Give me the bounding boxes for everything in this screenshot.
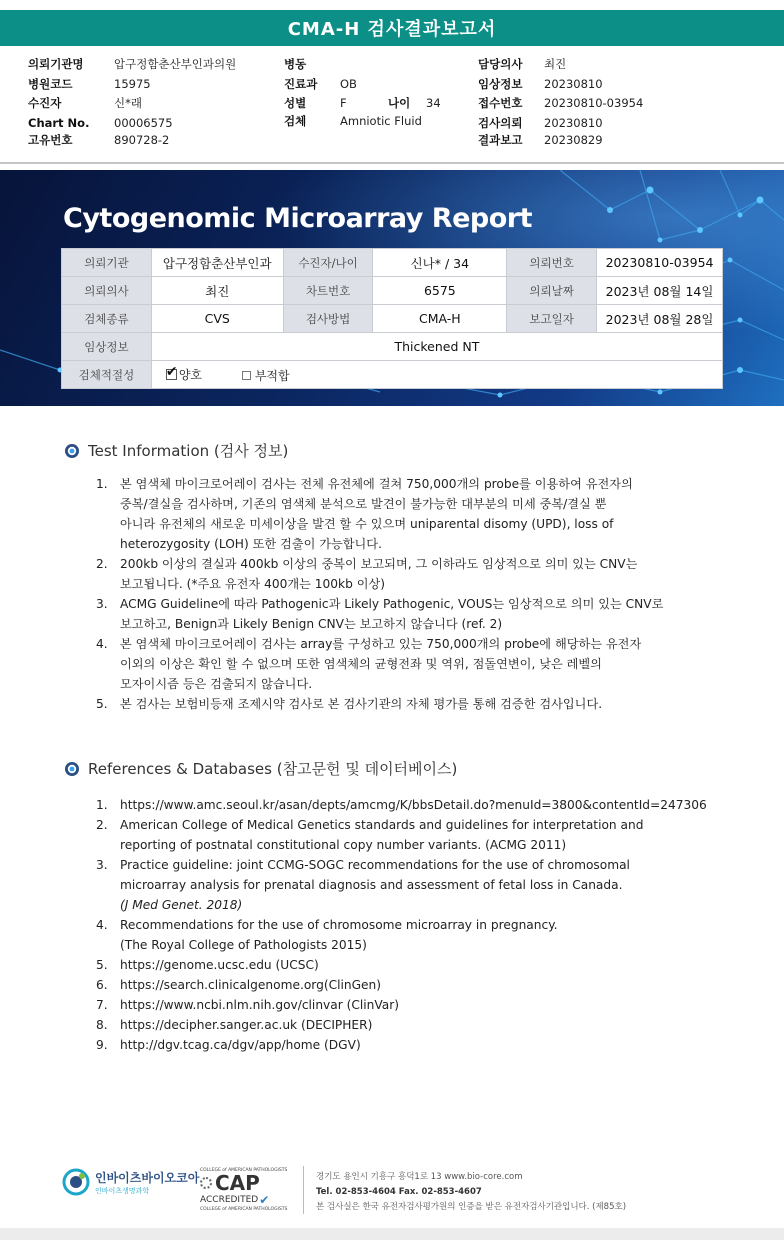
meta-hospital-code: 병원코드 15975 [28,77,151,91]
value-institution: 압구정함춘산부인과 [151,249,283,277]
footer-tel: Tel. 02-853-4604 Fax. 02-853-4607 [316,1187,482,1197]
list-line: https://www.ncbi.nlm.nih.gov/clinvar (ClinVar) [120,998,399,1012]
references-list [96,795,746,1055]
list-number: 8. [96,1018,108,1032]
meta-doctor: 담당의사 최진 [478,57,567,71]
list-line: 본 검사는 보험비등재 조제시약 검사로 본 검사기관의 자체 평가를 통해 검증한 검사입니다. [120,697,603,711]
list-line: 이외의 이상은 확인 할 수 없으며 또한 염색체의 균형전좌 및 역위, 점돌연변이, 낮은 레벨의 [120,657,602,671]
label-specimen: 검체종류 [62,305,152,333]
meta-receipt-no: 접수번호 20230810-03954 [478,96,644,110]
list-number: 3. [96,597,108,611]
meta-age-value: 34 [426,96,441,110]
meta-specimen: 검체 Amniotic Fluid [284,114,422,128]
meta-ward: 병동 [284,57,307,71]
checkmark-icon: ✔ [259,1193,270,1207]
references-title: References & Databases (참고문헌 및 데이터베이스) [88,760,458,778]
report-header-bar [0,10,784,46]
list-line: Recommendations for the use of chromosome microarray in pregnancy. [120,918,558,932]
checkbox-empty-icon[interactable] [242,371,251,380]
list-number: 6. [96,978,108,992]
company-logo [62,1168,199,1196]
value-method: CMA-H [373,305,507,333]
label-institution: 의뢰기관 [62,249,152,277]
value-request-no: 20230810-03954 [597,249,723,277]
footer [0,1150,784,1240]
value-specimen: CVS [151,305,283,333]
list-number: 5. [96,697,108,711]
adequacy-good-option[interactable] [165,363,203,383]
list-number: 7. [96,998,108,1012]
footer-address: 경기도 용인시 기흥구 흥덕1로 13 www.bio-core.com [316,1172,523,1182]
list-line: (The Royal College of Pathologists 2015) [120,938,367,952]
cap-seal-icon [200,1177,212,1189]
list-line: http://dgv.tcag.ca/dgv/app/home (DGV) [120,1038,361,1052]
adequacy-good-label: 양호 [178,367,203,382]
list-item [96,915,746,955]
list-line: heterozygosity (LOH) 또한 검출이 가능합니다. [120,537,382,551]
label-request-no: 의뢰번호 [507,249,597,277]
footer-contact [316,1170,626,1215]
value-chart-no: 6575 [373,277,507,305]
label-report-date: 보고일자 [507,305,597,333]
list-number: 1. [96,798,108,812]
section-bullet-icon [64,443,80,459]
company-subname: 인바이츠생명과학 [95,1186,150,1195]
report-title: Cytogenomic Microarray Report [63,203,533,234]
list-number: 5. [96,958,108,972]
test-info-list [96,474,746,714]
list-number: 2. [96,818,108,832]
value-patient: 신나* / 34 [373,249,507,277]
value-request-date: 2023년 08월 14일 [597,277,723,305]
list-line: Practice guideline: joint CCMG-SOGC recommendations for the use of chromosomal [120,858,630,872]
list-item [96,594,746,634]
list-line: 아니라 유전체의 새로운 미세이상을 발견 할 수 있으며 uniparental disomy (UPD), loss of [120,517,614,531]
list-item [96,474,746,554]
meta-unique-no: 고유번호 890728-2 [28,133,170,147]
table-row [62,361,723,389]
list-line: 보고됩니다. (*주요 유전자 400개는 100kb 이상) [120,577,385,591]
list-number: 4. [96,637,108,651]
meta-department: 진료과 OB [284,77,357,91]
adequacy-bad-label: 부적합 [254,368,290,383]
footer-bottom-band [0,1228,784,1240]
label-method: 검사방법 [283,305,373,333]
list-line: microarray analysis for prenatal diagnosis and assessment of fetal loss in Canada. [120,878,623,892]
list-number: 2. [96,557,108,571]
adequacy-options [151,361,722,389]
meta-request-date: 검사의뢰 20230810 [478,116,603,130]
list-number: 9. [96,1038,108,1052]
table-row [62,277,723,305]
meta-patient: 수진자 신*래 [28,96,142,110]
list-item [96,694,746,714]
list-line: https://genome.ucsc.edu (UCSC) [120,958,319,972]
list-item [96,975,746,995]
value-doctor: 최진 [151,277,283,305]
table-row [62,305,723,333]
adequacy-bad-option[interactable] [242,367,290,384]
footer-cert: 본 검사실은 한국 유전자검사평가원의 인증을 받은 유전자검사기관입니다. (제85호) [316,1202,627,1212]
list-line: 중복/결실을 검사하며, 기존의 염색체 분석으로 발견이 불가능한 대부분의 미세 중복/결실 뿐 [120,497,607,511]
list-item [96,955,746,975]
list-number: 3. [96,858,108,872]
list-line: 보고하고, Benign과 Likely Benign CNV는 보고하지 않습니다 (ref. 2) [120,617,503,631]
list-line: (J Med Genet. 2018) [120,898,243,912]
list-line: 모자이시즘 등은 검출되지 않습니다. [120,677,313,691]
references-heading [64,758,457,779]
label-clinical: 임상정보 [62,333,152,361]
checkbox-checked-icon[interactable]: ✔ [165,363,178,380]
list-item [96,815,746,855]
list-line: ACMG Guideline에 따라 Pathogenic과 Likely Pathogenic, VOUS는 임상적으로 의미 있는 CNV로 [120,597,664,611]
list-item [96,855,746,915]
meta-result-date: 결과보고 20230829 [478,133,603,147]
table-row [62,333,723,361]
company-name: 인바이츠바이오코아 [95,1170,200,1185]
test-info-heading [64,440,288,461]
list-line: https://search.clinicalgenome.org(ClinGen) [120,978,382,992]
value-report-date: 2023년 08월 28일 [597,305,723,333]
report-info-table [61,248,723,389]
meta-sex: 성별 F 나이 34 [284,96,441,110]
list-item [96,1015,746,1035]
meta-chart-no: Chart No. 00006575 [28,116,173,130]
test-info-title: Test Information (검사 정보) [88,442,289,460]
label-adequacy: 검체적절성 [62,361,152,389]
header-divider [0,162,784,164]
list-line: 200kb 이상의 결실과 400kb 이상의 중복이 보고되며, 그 이하라도 임상적으로 의미 있는 CNV는 [120,557,638,571]
meta-age-label: 나이 [388,96,411,110]
label-chart-no: 차트번호 [283,277,373,305]
list-number: 1. [96,477,108,491]
list-line: American College of Medical Genetics standards and guidelines for interpretation and [120,818,644,832]
meta-clinical-info: 임상정보 20230810 [478,77,603,91]
company-logo-icon [62,1168,90,1196]
list-line: 본 염색체 마이크로어레이 검사는 전체 유전체에 걸쳐 750,000개의 probe를 이용하여 유전자의 [120,477,633,491]
label-doctor: 의뢰의사 [62,277,152,305]
list-line: reporting of postnatal constitutional copy number variants. (ACMG 2011) [120,838,567,852]
report-header-title: CMA-H 검사결과보고서 [287,19,497,40]
list-line: https://www.amc.seoul.kr/asan/depts/amcmg/K/bbsDetail.do?menuId=3800&contentId=247306 [120,798,707,812]
label-request-date: 의뢰날짜 [507,277,597,305]
list-item [96,554,746,594]
list-item [96,1035,746,1055]
list-item [96,795,746,815]
label-patient: 수진자/나이 [283,249,373,277]
list-line: https://decipher.sanger.ac.uk (DECIPHER) [120,1018,373,1032]
footer-divider [303,1166,304,1214]
cap-logo: COLLEGE of AMERICAN PATHOLOGISTS CAP ACCREDITED ✔ COLLEGE of AMERICAN PATHOLOGISTS [200,1168,288,1212]
meta-institution: 의뢰기관명 압구정함춘산부인과의원 [28,57,237,71]
table-row [62,249,723,277]
list-number: 4. [96,918,108,932]
value-clinical: Thickened NT [151,333,722,361]
list-item [96,634,746,694]
section-bullet-icon [64,761,80,777]
list-item [96,995,746,1015]
list-line: 본 염색체 마이크로어레이 검사는 array를 구성하고 있는 750,000개의 probe에 해당하는 유전자 [120,637,642,651]
